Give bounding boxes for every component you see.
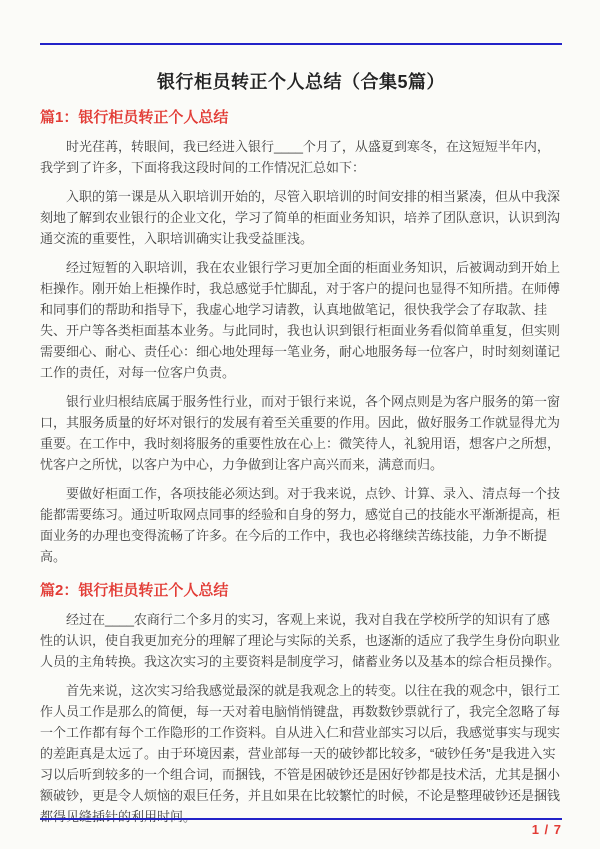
section-2-paragraph-2: 首先来说，这次实习给我感觉最深的就是我观念上的转变。以往在我的观念中，银行工作人员工作是那么的简便，每一天对着电脑悄悄键盘，再数数钞票就行了，我完全忽略了每一个工作都有每个工作隐形的工作资料。自从进入仁和营业部实习以后，我感觉事实与现实的差距真是太远了。由于环境因素，营业部每一天的破钞都比较多，“破钞任务”是我进入实习以后听到较多的一个组合词，而捆钱，不管是困破钞还是困好钞都是技术活，尤其是捆小额破钞，更是令人烦恼的艰巨任务，并且如果在比较繁忙的时候，不论是整理破钞还是捆钱都得见缝插针的利用时间。 — [40, 683, 561, 824]
page-number: 1 / 7 — [531, 822, 562, 837]
section-2-paragraph-1: 经过在____农商行二个多月的实习，客观上来说，我对自我在学校所学的知识有了感性的认识，使自我更加充分的理解了理论与实际的关系，也逐渐的适应了我学生身份向职业人员的主角转换。我这次实习的主要资料是制度学习，储蓄业务以及基本的综合柜员操作。 — [40, 612, 561, 669]
document-content — [40, 70, 562, 835]
bottom-rule — [40, 818, 562, 820]
section-1-heading: 篇1：银行柜员转正个人总结 — [40, 109, 229, 126]
section-1-paragraph-2: 入职的第一课是从入职培训开始的，尽管入职培训的时间安排的相当紧凑，但从中我深刻地了解到农业银行的企业文化，学习了简单的柜面业务知识，培养了团队意识，认识到沟通交流的重要性，入职培训确实让我受益匪浅。 — [40, 189, 561, 246]
section-1-paragraph-4: 银行业归根结底属于服务性行业，而对于银行来说，各个网点则是为客户服务的第一窗口，其服务质量的好坏对银行的发展有着至关重要的作用。因此，做好服务工作就显得尤为重要。在工作中，我时刻将服务的重要性放在心上：微笑待人，礼貌用语，想客户之所想，忧客户之所忧，以客户为中心，力争做到让客户高兴而来，满意而归。 — [40, 394, 561, 472]
document-title: 银行柜员转正个人总结（合集5篇） — [156, 72, 445, 92]
section-1-paragraph-5: 要做好柜面工作，各项技能必须达到。对于我来说，点钞、计算、录入、清点每一个技能都需要练习。通过听取网点同事的经验和自身的努力，感觉自己的技能水平渐渐提高，柜面业务的办理也变得流畅了许多。在今后的工作中，我也必将继续苦练技能，力争不断提高。 — [40, 486, 561, 564]
section-1-paragraph-1: 时光荏苒，转眼间，我已经进入银行____个月了，从盛夏到寒冬，在这短短半年内，我学到了许多，下面将我这段时间的工作情况汇总如下： — [40, 139, 550, 175]
section-1-paragraph-3: 经过短暂的入职培训，我在农业银行学习更加全面的柜面业务知识，后被调动到开始上柜操作。刚开始上柜操作时，我总感觉手忙脚乱，对于客户的提问也显得不知所措。在师傅和同事们的帮助和指导下，我虚心地学习请教，认真地做笔记，很快我学会了存取款、挂失、开户等各类柜面基本业务。与此同时，我也认识到银行柜面业务看似简单重复，但实则需要细心、耐心、责任心：细心地处理每一笔业务，耐心地服务每一位客户，时时刻刻谨记工作的责任，对每一位客户负责。 — [40, 260, 561, 380]
section-2-heading: 篇2：银行柜员转正个人总结 — [40, 582, 229, 599]
top-rule — [40, 43, 562, 45]
